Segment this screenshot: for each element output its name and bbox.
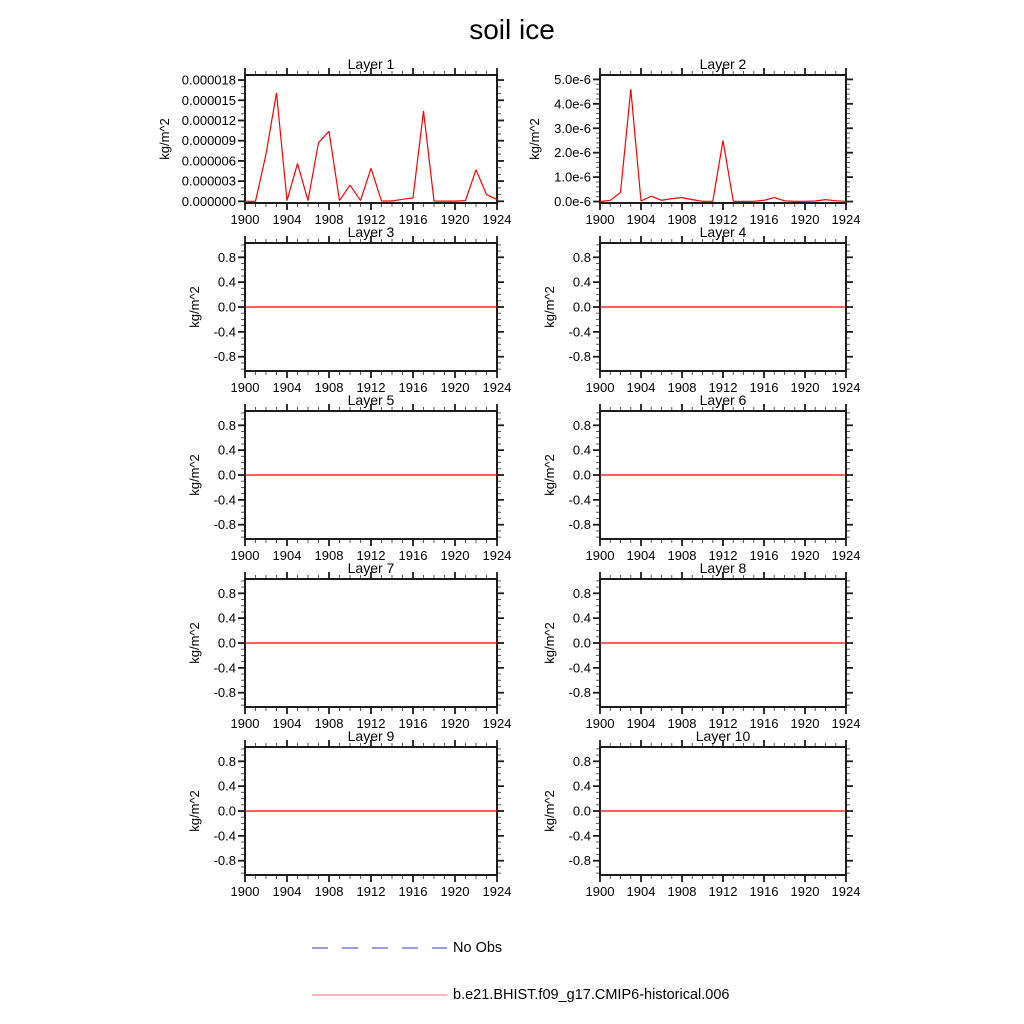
y-tick-label: 0.000003	[181, 173, 236, 189]
y-axis-label: kg/m^2	[542, 286, 557, 328]
panel-title: Layer 1	[347, 56, 395, 72]
data-line-layer-1	[245, 93, 497, 201]
y-axis-label: kg/m^2	[542, 622, 557, 664]
x-tick-label: 1912	[356, 884, 386, 899]
y-tick-label: 0.0	[572, 803, 591, 819]
x-tick-label: 1908	[314, 380, 344, 395]
x-tick-label: 1920	[790, 716, 820, 731]
x-tick-label: 1916	[749, 884, 779, 899]
x-tick-label: 1912	[708, 716, 738, 731]
x-tick-label: 1904	[626, 716, 656, 731]
x-tick-label: 1924	[482, 884, 512, 899]
y-tick-label: -0.4	[568, 828, 591, 844]
legend-label-no-obs: No Obs	[453, 940, 503, 956]
x-tick-label: 1908	[667, 380, 697, 395]
y-tick-label: 0.8	[572, 417, 591, 433]
y-tick-label: 0.000015	[181, 92, 236, 108]
x-tick-label: 1912	[708, 212, 738, 227]
x-tick-label: 1916	[398, 212, 428, 227]
x-tick-label: 1912	[356, 212, 386, 227]
x-tick-label: 1920	[440, 716, 470, 731]
x-tick-label: 1908	[667, 716, 697, 731]
x-tick-label: 1920	[790, 548, 820, 563]
x-tick-label: 1904	[626, 884, 656, 899]
x-tick-label: 1900	[585, 716, 615, 731]
y-tick-label: 0.4	[217, 778, 236, 794]
x-tick-label: 1920	[790, 212, 820, 227]
y-tick-label: 0.000000	[181, 193, 236, 209]
x-tick-label: 1916	[749, 212, 779, 227]
x-tick-label: 1908	[667, 548, 697, 563]
y-tick-label: -0.8	[213, 349, 236, 365]
x-tick-label: 1924	[482, 716, 512, 731]
plot-box	[600, 75, 846, 203]
x-tick-label: 1904	[626, 212, 656, 227]
panel-layer-6	[542, 392, 860, 563]
x-tick-label: 1920	[790, 380, 820, 395]
panel-title: Layer 8	[699, 560, 747, 576]
y-tick-label: -0.4	[568, 660, 591, 676]
y-tick-label: 0.0	[217, 635, 236, 651]
x-tick-label: 1900	[230, 548, 260, 563]
panel-title: Layer 7	[347, 560, 395, 576]
y-tick-label: 0.8	[217, 585, 236, 601]
x-tick-label: 1908	[314, 548, 344, 563]
y-tick-label: -0.4	[213, 828, 236, 844]
x-tick-label: 1920	[440, 884, 470, 899]
x-tick-label: 1912	[708, 380, 738, 395]
x-tick-label: 1900	[585, 884, 615, 899]
y-tick-label: 0.0	[217, 299, 236, 315]
x-tick-label: 1904	[272, 716, 302, 731]
x-tick-label: 1908	[314, 716, 344, 731]
x-tick-label: 1908	[314, 212, 344, 227]
x-tick-label: 1924	[482, 212, 512, 227]
x-tick-label: 1912	[356, 380, 386, 395]
x-tick-label: 1904	[626, 380, 656, 395]
x-ticks	[600, 68, 846, 210]
x-tick-label: 1920	[440, 212, 470, 227]
x-tick-label: 1924	[831, 884, 861, 899]
x-tick-label: 1900	[585, 212, 615, 227]
x-tick-label: 1900	[230, 716, 260, 731]
y-tick-label: 3.0e-6	[554, 120, 591, 136]
y-tick-label: -0.8	[568, 517, 591, 533]
y-axis-label: kg/m^2	[187, 454, 202, 496]
panel-layer-9	[187, 728, 511, 899]
legend-label-model: b.e21.BHIST.f09_g17.CMIP6-historical.006	[453, 987, 730, 1003]
y-tick-label: 0.8	[217, 249, 236, 265]
x-tick-label: 1904	[272, 884, 302, 899]
y-tick-label: 0.8	[572, 585, 591, 601]
x-tick-label: 1908	[667, 884, 697, 899]
y-tick-label: -0.4	[568, 492, 591, 508]
y-tick-label: -0.8	[568, 853, 591, 869]
panel-layer-8	[542, 560, 860, 731]
panel-title: Layer 5	[347, 392, 395, 408]
x-tick-label: 1924	[482, 380, 512, 395]
panel-title: Layer 6	[699, 392, 747, 408]
no-obs-dashed-line	[311, 942, 448, 954]
panel-layer-3	[187, 224, 511, 395]
x-tick-label: 1920	[790, 884, 820, 899]
y-axis-label: kg/m^2	[157, 118, 172, 160]
figure-title: soil ice	[469, 14, 555, 45]
x-tick-label: 1904	[272, 212, 302, 227]
x-tick-label: 1904	[272, 548, 302, 563]
x-tick-label: 1908	[314, 884, 344, 899]
x-tick-label: 1924	[482, 548, 512, 563]
y-tick-label: 0.000006	[181, 153, 236, 169]
x-tick-label: 1912	[708, 884, 738, 899]
y-tick-label: 0.000009	[181, 133, 236, 149]
panel-layer-1	[157, 56, 511, 227]
y-tick-label: 0.000012	[181, 112, 236, 128]
x-tick-label: 1924	[831, 548, 861, 563]
y-tick-label: 0.0e-6	[554, 194, 591, 210]
x-tick-label: 1900	[585, 548, 615, 563]
x-tick-label: 1900	[230, 212, 260, 227]
x-tick-label: 1912	[708, 548, 738, 563]
y-tick-label: -0.4	[568, 324, 591, 340]
x-tick-label: 1912	[356, 716, 386, 731]
data-line-layer-2	[600, 89, 846, 201]
y-tick-label: 0.8	[572, 249, 591, 265]
x-tick-label: 1904	[272, 380, 302, 395]
model-solid-line	[311, 989, 448, 1001]
x-tick-label: 1924	[831, 716, 861, 731]
y-axis-label: kg/m^2	[187, 622, 202, 664]
legend-entry-model	[311, 988, 729, 1002]
x-tick-label: 1916	[398, 716, 428, 731]
x-tick-label: 1916	[749, 716, 779, 731]
panel-title: Layer 9	[347, 728, 395, 744]
y-tick-label: 0.4	[217, 610, 236, 626]
y-tick-label: 1.0e-6	[554, 169, 591, 185]
y-tick-label: 0.4	[217, 442, 236, 458]
panel-title: Layer 2	[699, 56, 747, 72]
x-ticks	[245, 68, 497, 210]
y-tick-label: -0.4	[213, 660, 236, 676]
panel-layer-7	[187, 560, 511, 731]
y-tick-label: 0.0	[572, 467, 591, 483]
y-tick-label: 0.4	[572, 778, 591, 794]
y-tick-label: 5.0e-6	[554, 71, 591, 87]
y-tick-label: 0.0	[572, 635, 591, 651]
panel-title: Layer 10	[695, 728, 751, 744]
y-tick-label: 0.4	[572, 274, 591, 290]
y-tick-label: -0.8	[213, 853, 236, 869]
y-tick-label: -0.8	[568, 349, 591, 365]
y-tick-label: 0.4	[572, 610, 591, 626]
x-tick-label: 1924	[831, 380, 861, 395]
y-tick-label: 0.8	[217, 417, 236, 433]
y-tick-label: 4.0e-6	[554, 96, 591, 112]
y-tick-label: -0.4	[213, 492, 236, 508]
y-tick-label: -0.8	[213, 685, 236, 701]
x-tick-label: 1912	[356, 548, 386, 563]
panel-layer-4	[542, 224, 860, 395]
y-tick-label: 2.0e-6	[554, 145, 591, 161]
plot-box	[245, 75, 497, 203]
x-tick-label: 1924	[831, 212, 861, 227]
y-tick-label: -0.8	[213, 517, 236, 533]
y-tick-label: 0.0	[217, 803, 236, 819]
y-tick-label: 0.4	[572, 442, 591, 458]
y-tick-label: 0.4	[217, 274, 236, 290]
y-tick-label: -0.8	[568, 685, 591, 701]
x-tick-label: 1920	[440, 548, 470, 563]
panel-title: Layer 3	[347, 224, 395, 240]
y-axis-label: kg/m^2	[542, 454, 557, 496]
x-tick-label: 1904	[626, 548, 656, 563]
x-tick-label: 1916	[749, 380, 779, 395]
y-axis-label: kg/m^2	[542, 790, 557, 832]
y-axis-label: kg/m^2	[187, 790, 202, 832]
y-tick-label: 0.8	[217, 753, 236, 769]
x-tick-label: 1916	[398, 548, 428, 563]
y-tick-label: 0.0	[572, 299, 591, 315]
panel-layer-5	[187, 392, 511, 563]
panel-layer-2	[527, 56, 860, 227]
panel-title: Layer 4	[699, 224, 747, 240]
y-tick-label: -0.4	[213, 324, 236, 340]
y-axis-label: kg/m^2	[187, 286, 202, 328]
y-tick-label: 0.000018	[181, 72, 236, 88]
x-tick-label: 1920	[440, 380, 470, 395]
x-tick-label: 1908	[667, 212, 697, 227]
x-tick-label: 1900	[585, 380, 615, 395]
x-tick-label: 1916	[398, 380, 428, 395]
x-tick-label: 1900	[230, 884, 260, 899]
y-tick-label: 0.8	[572, 753, 591, 769]
y-ticks	[238, 80, 504, 201]
y-axis-label: kg/m^2	[527, 118, 542, 160]
panel-layer-10	[542, 728, 860, 899]
x-tick-label: 1900	[230, 380, 260, 395]
x-tick-label: 1916	[398, 884, 428, 899]
x-tick-label: 1916	[749, 548, 779, 563]
legend-entry-no-obs	[311, 941, 502, 955]
y-tick-label: 0.0	[217, 467, 236, 483]
